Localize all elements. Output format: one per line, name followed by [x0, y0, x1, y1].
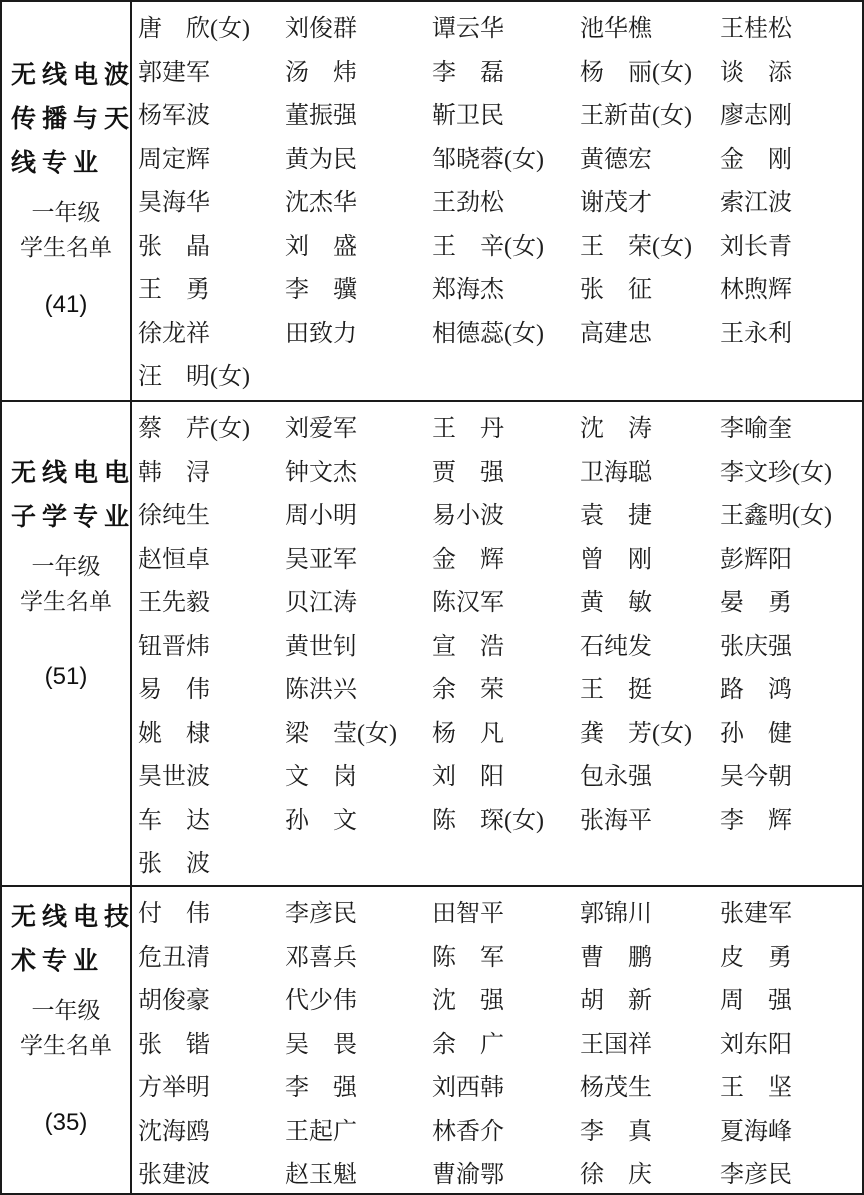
student-name: 姚 棣	[138, 720, 210, 747]
student-name: 路 鸿	[720, 677, 792, 704]
student-name: 徐 庆	[580, 1162, 652, 1189]
student-name: 易 伟	[138, 677, 210, 704]
list-label: 学生名单	[20, 1033, 112, 1058]
student-name: 吴 畏	[285, 1031, 357, 1058]
student-name: 刘 阳	[432, 764, 504, 791]
student-name: 索江波	[720, 190, 792, 217]
student-name: 郭建军	[138, 59, 210, 86]
list-label: 学生名单	[20, 589, 112, 614]
student-name: 王 丹	[432, 416, 504, 443]
student-name: 王劲松	[432, 190, 504, 217]
student-name: 池华樵	[580, 16, 652, 43]
student-name: 刘西韩	[432, 1075, 504, 1102]
student-name: 徐龙祥	[138, 320, 210, 347]
student-name: 曹渝鄂	[432, 1162, 504, 1189]
student-name: 郑海杰	[432, 277, 504, 304]
student-name: 金 辉	[432, 546, 504, 573]
student-name: 王新苗(女)	[580, 103, 692, 130]
student-name: 李文珍(女)	[720, 459, 832, 486]
student-name: 田智平	[432, 901, 504, 928]
section-radio-technology	[2, 885, 862, 1193]
student-name: 唐 欣(女)	[138, 16, 250, 43]
student-name: 赵恒卓	[138, 546, 210, 573]
student-name: 相德蕊(女)	[432, 320, 544, 347]
student-name: 车 达	[138, 807, 210, 834]
section-header	[2, 2, 136, 400]
student-name: 邓喜兵	[285, 944, 357, 971]
major-name-line: 传播与天	[11, 105, 136, 133]
student-name: 张庆强	[720, 633, 792, 660]
student-name: 王桂松	[720, 16, 792, 43]
names-grid	[132, 402, 862, 885]
student-name: 刘爱军	[285, 416, 357, 443]
student-name: 付 伟	[138, 901, 210, 928]
student-name: 钟文杰	[285, 459, 357, 486]
student-name: 彭辉阳	[720, 546, 792, 573]
student-name: 林煦辉	[720, 277, 792, 304]
student-name: 靳卫民	[432, 103, 504, 130]
student-name: 杨 凡	[432, 720, 504, 747]
section-radio-wave-propagation-antenna	[2, 2, 862, 400]
student-name: 梁 莹(女)	[285, 720, 397, 747]
student-name: 汪 明(女)	[138, 364, 250, 391]
student-name: 王 坚	[720, 1075, 792, 1102]
student-name: 吴今朝	[720, 764, 792, 791]
student-name: 曾 刚	[580, 546, 652, 573]
student-count: (51)	[44, 663, 88, 690]
student-name: 昊世波	[138, 764, 210, 791]
major-name-line: 无线电波	[11, 61, 136, 89]
student-name: 张 波	[138, 851, 210, 878]
student-name: 李彦民	[285, 901, 357, 928]
student-name: 赵玉魁	[285, 1162, 357, 1189]
grade-label: 一年级	[31, 200, 101, 225]
student-name: 周小明	[285, 503, 357, 530]
student-name: 王 辛(女)	[432, 233, 544, 260]
student-name: 徐纯生	[138, 503, 210, 530]
student-name: 代少伟	[285, 988, 357, 1015]
grade-label: 一年级	[31, 998, 101, 1023]
student-name: 黄德宏	[580, 146, 652, 173]
student-name: 文 岗	[285, 764, 357, 791]
major-name-line: 无线电电	[11, 459, 136, 487]
student-name: 袁 捷	[580, 503, 652, 530]
student-name: 贾 强	[432, 459, 504, 486]
student-name: 晏 勇	[720, 590, 792, 617]
student-name: 钮晋炜	[138, 633, 210, 660]
student-name: 黄世钊	[285, 633, 357, 660]
student-count: (41)	[44, 291, 88, 318]
student-name: 孙 文	[285, 807, 357, 834]
major-name-line: 子学专业	[11, 503, 136, 531]
student-name: 田致力	[285, 320, 357, 347]
student-name: 杨 丽(女)	[580, 59, 692, 86]
student-name: 李喻奎	[720, 416, 792, 443]
student-name: 沈杰华	[285, 190, 357, 217]
major-name-line: 术专业	[11, 947, 105, 975]
student-name: 王国祥	[580, 1031, 652, 1058]
grade-label: 一年级	[31, 554, 101, 579]
student-name: 皮 勇	[720, 944, 792, 971]
section-header	[2, 887, 136, 1193]
student-name: 危丑清	[138, 944, 210, 971]
student-name: 包永强	[580, 764, 652, 791]
student-name: 林香介	[432, 1118, 504, 1145]
student-name: 刘东阳	[720, 1031, 792, 1058]
student-name: 谢茂才	[580, 190, 652, 217]
student-name: 卫海聪	[580, 459, 652, 486]
student-name: 张 晶	[138, 233, 210, 260]
student-name: 张 锴	[138, 1031, 210, 1058]
student-name: 王先毅	[138, 590, 210, 617]
student-name: 王 勇	[138, 277, 210, 304]
section-header	[2, 402, 136, 885]
names-grid	[132, 887, 862, 1193]
student-name: 余 荣	[432, 677, 504, 704]
names-grid	[132, 2, 862, 400]
student-name: 王鑫明(女)	[720, 503, 832, 530]
student-name: 张建军	[720, 901, 792, 928]
student-name: 沈海鸥	[138, 1118, 210, 1145]
student-name: 杨军波	[138, 103, 210, 130]
student-name: 郭锦川	[580, 901, 652, 928]
student-name: 周定辉	[138, 146, 210, 173]
student-name: 汤 炜	[285, 59, 357, 86]
student-name: 张建波	[138, 1162, 210, 1189]
list-label: 学生名单	[20, 235, 112, 260]
student-name: 陈洪兴	[285, 677, 357, 704]
student-name: 余 广	[432, 1031, 504, 1058]
student-name: 黄为民	[285, 146, 357, 173]
student-name: 张 征	[580, 277, 652, 304]
student-name: 夏海峰	[720, 1118, 792, 1145]
student-name: 吴亚军	[285, 546, 357, 573]
student-name: 周 强	[720, 988, 792, 1015]
student-name: 沈 涛	[580, 416, 652, 443]
student-name: 张海平	[580, 807, 652, 834]
student-name: 陈 军	[432, 944, 504, 971]
student-name: 刘长青	[720, 233, 792, 260]
student-name: 陈汉军	[432, 590, 504, 617]
student-name: 董振强	[285, 103, 357, 130]
student-name: 杨茂生	[580, 1075, 652, 1102]
student-name: 王 挺	[580, 677, 652, 704]
student-count: (35)	[44, 1109, 88, 1136]
major-name-line: 无线电技	[11, 903, 136, 931]
student-name: 李 真	[580, 1118, 652, 1145]
student-name: 李 强	[285, 1075, 357, 1102]
student-name: 李 辉	[720, 807, 792, 834]
student-name: 曹 鹏	[580, 944, 652, 971]
student-name: 刘俊群	[285, 16, 357, 43]
student-name: 金 刚	[720, 146, 792, 173]
student-name: 胡 新	[580, 988, 652, 1015]
student-name: 昊海华	[138, 190, 210, 217]
student-name: 方举明	[138, 1075, 210, 1102]
student-name: 李彦民	[720, 1162, 792, 1189]
student-name: 陈 琛(女)	[432, 807, 544, 834]
student-name: 胡俊豪	[138, 988, 210, 1015]
student-name: 龚 芳(女)	[580, 720, 692, 747]
student-name: 李 骥	[285, 277, 357, 304]
student-name: 蔡 芹(女)	[138, 416, 250, 443]
student-name: 谭云华	[432, 16, 504, 43]
student-name: 孙 健	[720, 720, 792, 747]
section-radio-electronics	[2, 400, 862, 885]
student-name: 谈 添	[720, 59, 792, 86]
student-name: 贝江涛	[285, 590, 357, 617]
student-name: 李 磊	[432, 59, 504, 86]
student-name: 廖志刚	[720, 103, 792, 130]
major-name-line: 线专业	[11, 149, 105, 177]
student-name: 王起广	[285, 1118, 357, 1145]
student-name: 石纯发	[580, 633, 652, 660]
student-name: 王永利	[720, 320, 792, 347]
student-name: 黄 敏	[580, 590, 652, 617]
student-name: 王 荣(女)	[580, 233, 692, 260]
student-name: 邹晓蓉(女)	[432, 146, 544, 173]
student-name: 易小波	[432, 503, 504, 530]
student-name: 沈 强	[432, 988, 504, 1015]
student-name: 宣 浩	[432, 633, 504, 660]
student-name: 刘 盛	[285, 233, 357, 260]
student-name: 韩 浔	[138, 459, 210, 486]
student-name: 高建忠	[580, 320, 652, 347]
